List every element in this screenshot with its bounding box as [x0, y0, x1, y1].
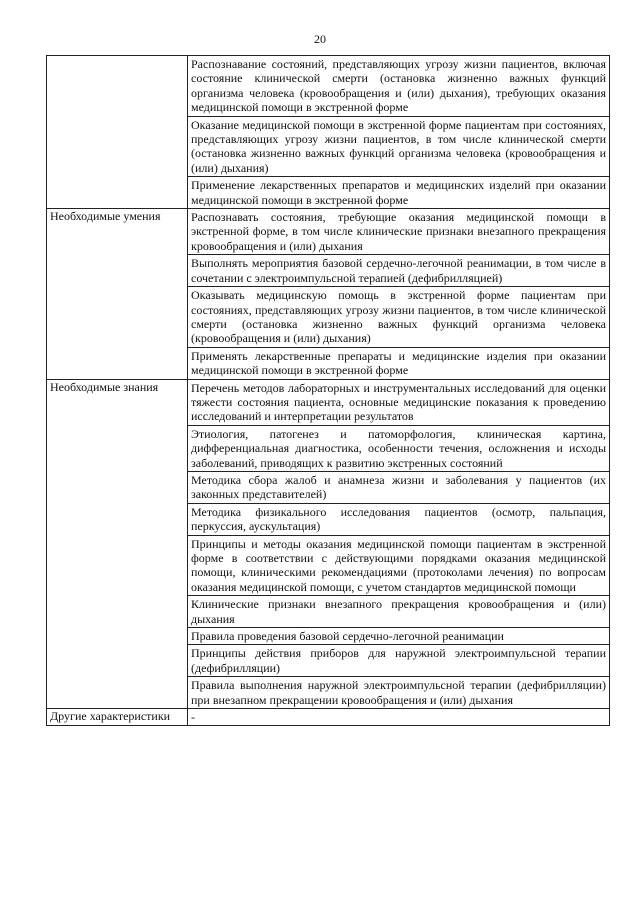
list-item: Применение лекарственных препаратов и медицинских изделий при оказании медицинской помощи в экстренной форме	[188, 176, 609, 208]
list-item: Правила проведения базовой сердечно-легочной реанимации	[188, 627, 609, 644]
row-label: Необходимые умения	[47, 209, 188, 379]
list-item: Методика физикального исследования пациентов (осмотр, пальпация, перкуссия, аускультация)	[188, 503, 609, 535]
table-row	[47, 379, 610, 709]
row-content	[188, 379, 610, 709]
list-item: Принципы и методы оказания медицинской помощи пациентам в экстренной форме в соответствии с действующими порядками оказания медицинской помощи, клиническими рекомендациями (протоколами лечения) по вопросам оказания медицинской помощи, с учетом стандартов медицинской помощи	[188, 535, 609, 596]
table-row	[47, 709, 610, 726]
list-item: Принципы действия приборов для наружной электроимпульсной терапии (дефибрилляции)	[188, 644, 609, 676]
row-content	[188, 209, 610, 379]
row-label: Необходимые знания	[47, 379, 188, 709]
table-row	[47, 56, 610, 209]
list-item: Правила выполнения наружной электроимпульсной терапии (дефибрилляции) при внезапном прекращении кровообращения и (или) дыхания	[188, 676, 609, 708]
list-item: Применять лекарственные препараты и медицинские изделия при оказании медицинской помощи в экстренной форме	[188, 347, 609, 379]
competency-table	[46, 55, 610, 726]
list-item: Распознавать состояния, требующие оказания медицинской помощи в экстренной форме, в том числе клинические признаки внезапного прекращения кровообращения и (или) дыхания	[191, 210, 606, 253]
list-item: Клинические признаки внезапного прекращения кровообращения и (или) дыхания	[188, 595, 609, 627]
list-item: Выполнять мероприятия базовой сердечно-легочной реанимации, в том числе в сочетании с электроимпульсной терапией (дефибрилляцией)	[188, 254, 609, 286]
row-label	[47, 56, 188, 209]
list-item: Оказание медицинской помощи в экстренной форме пациентам при состояниях, представляющих угрозу жизни пациентов, в том числе клинической смерти (остановка жизненно важных функций организма человека (кровообращения и (или) дыхания)	[188, 116, 609, 177]
page-number: 20	[314, 32, 326, 46]
table-row	[47, 209, 610, 379]
list-item: Оказывать медицинскую помощь в экстренной форме пациентам при состояниях, представляющих угрозу жизни пациентов, в том числе клинической смерти (остановка жизненно важных функций организма человека (кровообращения и (или) дыхания)	[188, 286, 609, 347]
list-item: Распознавание состояний, представляющих угрозу жизни пациентов, включая состояние клинической смерти (остановка жизненно важных функций организма человека (кровообращения и (или) дыхания), требующих оказания медицинской помощи в экстренной форме	[191, 57, 606, 115]
list-item: Методика сбора жалоб и анамнеза жизни и заболевания у пациентов (их законных представителей)	[188, 471, 609, 503]
row-label: Другие характеристики	[47, 709, 188, 726]
list-item: Этиология, патогенез и патоморфология, клиническая картина, дифференциальная диагностика, особенности течения, осложнения и исходы заболеваний, приводящих к развитию экстренных состояний	[188, 425, 609, 471]
list-item: -	[191, 710, 195, 725]
row-content	[188, 56, 610, 209]
row-content	[188, 709, 610, 726]
list-item: Перечень методов лабораторных и инструментальных исследований для оценки тяжести состояния пациента, основные медицинские показания к проведению исследований и интерпретации результатов	[191, 380, 606, 424]
